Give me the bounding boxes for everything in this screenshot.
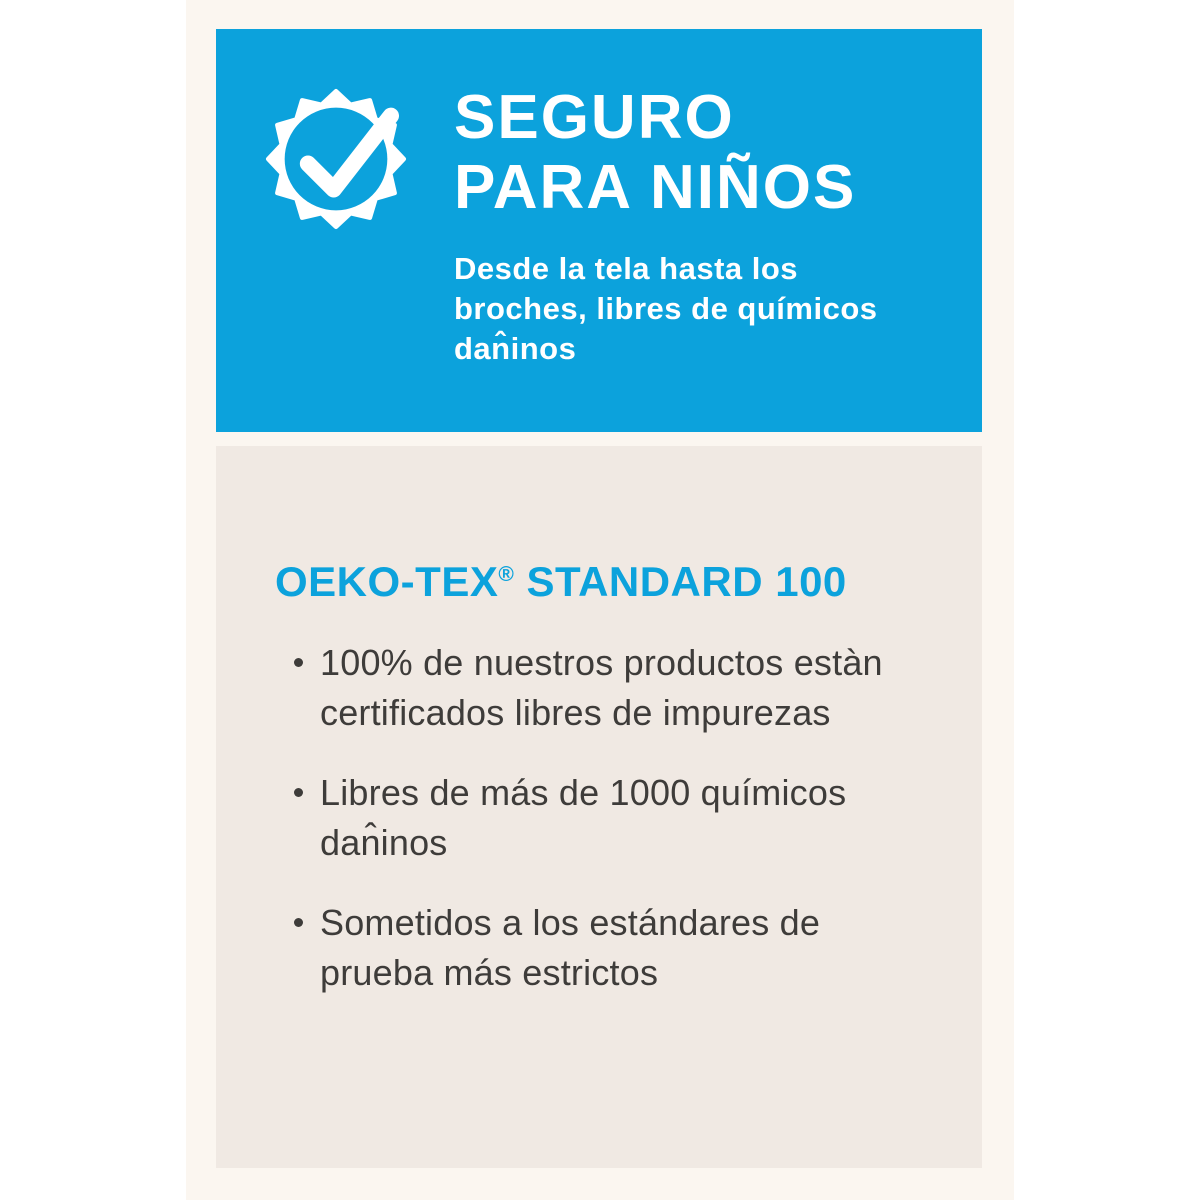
title-line-2: PARA NIÑOS (454, 153, 857, 222)
subtitle-line-2: broches, libres de químicos (454, 291, 878, 326)
registered-trademark-symbol: ® (498, 563, 515, 586)
bullet-line: Sometidos a los estándares de (320, 902, 821, 943)
check-seal-icon (266, 89, 406, 239)
bullet-line: Libres de más de 1000 químicos (320, 772, 847, 813)
list-item (275, 638, 942, 738)
header-inner (266, 83, 942, 369)
bullet-line: dan̂inos (320, 822, 448, 863)
list-item (275, 898, 942, 998)
bullet-list (275, 638, 942, 998)
header-text (454, 83, 878, 369)
title-line-1: SEGURO (454, 83, 735, 152)
bullet-line: prueba más estrictos (320, 952, 659, 993)
heading-rest: STANDARD 100 (514, 558, 847, 605)
bullet-dot-icon (294, 918, 303, 927)
details-panel (216, 446, 982, 1168)
section-heading (275, 558, 942, 606)
page-title (454, 83, 878, 223)
subtitle-line-3: dan̂inos (454, 331, 577, 366)
bullet-text (320, 898, 820, 998)
list-item (275, 768, 942, 868)
bullet-line: certificados libres de impurezas (320, 692, 831, 733)
bullet-text (320, 638, 883, 738)
content-column (186, 0, 1014, 1200)
bullet-dot-icon (294, 788, 303, 797)
heading-brand: OEKO-TEX (275, 558, 499, 605)
subtitle-line-1: Desde la tela hasta los (454, 251, 799, 286)
bullet-line: 100% de nuestros productos estàn (320, 642, 883, 683)
header-banner (216, 29, 982, 432)
header-subtitle (454, 249, 878, 369)
bullet-text (320, 768, 846, 868)
bullet-dot-icon (294, 658, 303, 667)
